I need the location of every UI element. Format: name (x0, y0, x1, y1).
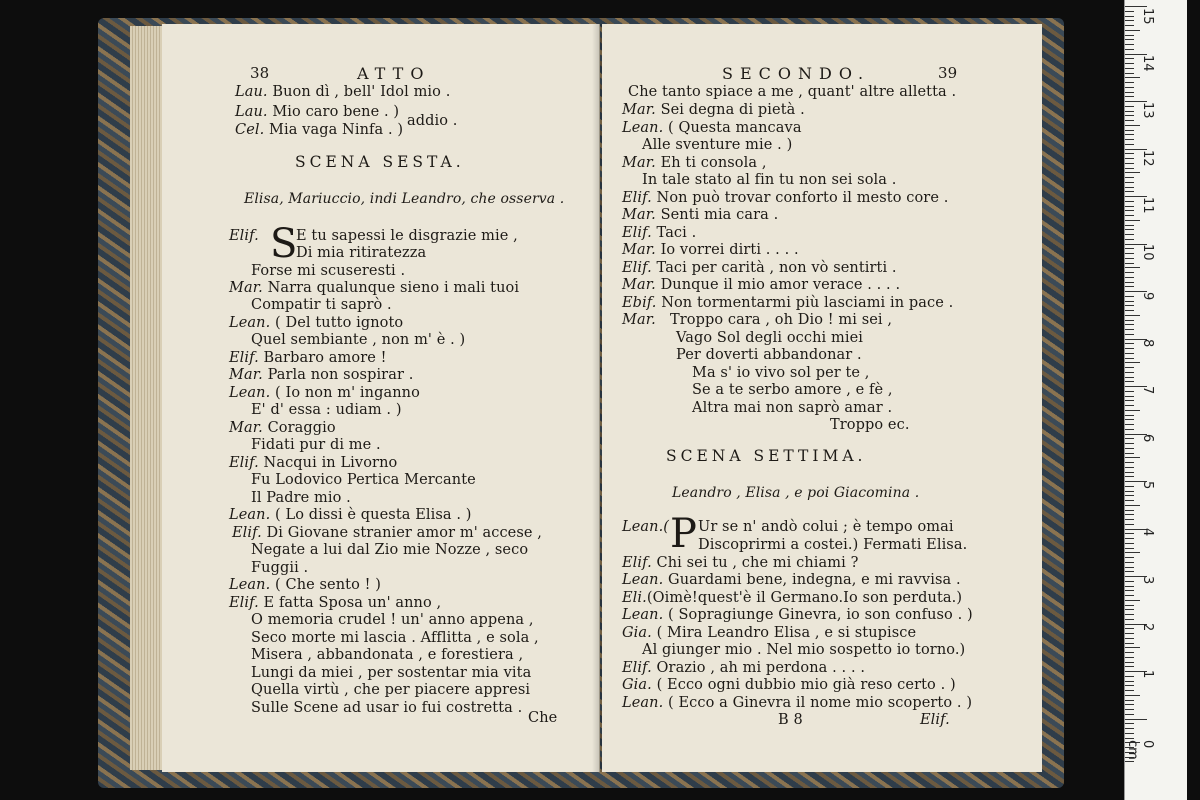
ruler-tick (1125, 557, 1134, 558)
line: Elif. Chi sei tu , che mi chiami ? (622, 555, 859, 571)
ruler-tick (1125, 206, 1134, 207)
line: Lean. ( Sopragiunge Ginevra, io son confuso . ) (622, 607, 973, 623)
ruler-tick (1125, 410, 1140, 411)
line: Al giunger mio . Nel mio sospetto io torno.) (642, 642, 966, 658)
page-number: 38 (250, 64, 270, 82)
line: Elif. E fatta Sposa un' anno , (229, 595, 442, 611)
ruler-tick (1125, 400, 1134, 401)
ruler-tick (1125, 286, 1134, 287)
ruler-tick (1125, 6, 1147, 7)
ruler-tick (1125, 571, 1134, 572)
ruler-tick (1125, 505, 1140, 506)
ruler-tick (1125, 111, 1134, 112)
line: Lean.( (622, 519, 670, 535)
ruler-tick (1125, 310, 1134, 311)
line: Se a te serbo amore , e fè , (692, 382, 893, 398)
ruler-tick (1125, 229, 1134, 230)
ruler-tick (1125, 738, 1134, 739)
ruler-tick (1125, 44, 1134, 45)
ruler-number: 11 (1140, 197, 1155, 214)
ruler-tick (1125, 719, 1147, 720)
ruler-tick (1125, 491, 1134, 492)
ruler-tick (1125, 58, 1134, 59)
ruler-tick (1125, 704, 1134, 705)
ruler-tick (1125, 538, 1134, 539)
drop-cap: P (670, 511, 697, 557)
ruler-tick (1125, 709, 1134, 710)
line: Per doverti abbandonar . (676, 347, 862, 363)
line: Lean. ( Io non m' inganno (229, 385, 420, 401)
ruler-tick (1125, 272, 1134, 273)
line: Alle sventure mie . ) (642, 137, 793, 153)
ruler-tick (1125, 87, 1134, 88)
ruler-tick (1125, 315, 1140, 316)
ruler-tick (1125, 11, 1134, 12)
ruler-tick (1125, 676, 1134, 677)
line: Lean. ( Ecco a Ginevra il nome mio scoperto . ) (622, 695, 973, 711)
ruler-tick (1125, 25, 1134, 26)
line: Ur se n' andò colui ; è tempo omai (698, 519, 954, 535)
ruler-tick (1125, 476, 1134, 477)
line: Fuggii . (251, 560, 309, 576)
ruler-tick (1125, 467, 1134, 468)
ruler-tick (1125, 106, 1134, 107)
catchword: Che (528, 710, 558, 726)
ruler-number: 5 (1140, 481, 1155, 490)
ruler-number: 7 (1140, 386, 1155, 395)
ruler-tick (1125, 253, 1134, 254)
line: O memoria crudel ! un' anno appena , (251, 612, 534, 628)
line: Lau. Buon dì , bell' Idol mio . (235, 84, 451, 100)
ruler-tick (1125, 510, 1134, 511)
ruler-tick (1125, 472, 1134, 473)
catchword: Elif. (920, 712, 950, 728)
line: Mar. Sei degna di pietà . (622, 102, 805, 118)
line: Il Padre mio . (251, 490, 351, 506)
running-head: ATTO (357, 64, 431, 83)
ruler-tick (1125, 700, 1134, 701)
ruler-tick (1125, 733, 1134, 734)
ruler-tick (1125, 396, 1134, 397)
ruler-tick (1125, 210, 1134, 211)
line: Elif. (229, 228, 259, 244)
ruler-tick (1125, 305, 1134, 306)
line: Ma s' io vivo sol per te , (692, 365, 870, 381)
left-page (162, 24, 600, 772)
page-number: 39 (938, 64, 958, 82)
ruler-number: 8 (1140, 339, 1155, 348)
ruler-tick (1125, 567, 1134, 568)
ruler-tick (1125, 139, 1134, 140)
ruler-tick (1125, 120, 1134, 121)
ruler-tick (1125, 358, 1134, 359)
line: Elif. Taci per carità , non vò sentirti . (622, 260, 897, 276)
line: Mar. Coraggio (229, 420, 336, 436)
ruler-tick (1125, 68, 1134, 69)
line: Quella virtù , che per piacere appresi (251, 682, 531, 698)
ruler-tick (1125, 296, 1134, 297)
ruler-number: 13 (1140, 102, 1155, 119)
ruler-tick (1125, 324, 1134, 325)
ruler-tick (1125, 234, 1134, 235)
line: addio . (407, 113, 458, 129)
line: Gia. ( Mira Leandro Elisa , e si stupisce (622, 625, 917, 641)
ruler-tick (1125, 486, 1134, 487)
line: Mar. Parla non sospirar . (229, 367, 414, 383)
ruler-tick (1125, 647, 1140, 648)
ruler-tick (1125, 362, 1140, 363)
line: Lean. ( Questa mancava (622, 120, 802, 136)
ruler-tick (1125, 548, 1134, 549)
ruler-tick (1125, 666, 1134, 667)
line: Mar. Narra qualunque sieno i mali tuoi (229, 280, 520, 296)
ruler-tick (1125, 443, 1134, 444)
ruler-tick (1125, 438, 1134, 439)
signature-mark: B 8 (778, 712, 803, 728)
ruler-tick (1125, 514, 1134, 515)
ruler-tick (1125, 690, 1134, 691)
ruler-tick (1125, 415, 1134, 416)
ruler-number: 6 (1140, 434, 1155, 443)
ruler-tick (1125, 263, 1134, 264)
line: Lean. ( Che sento ! ) (229, 577, 382, 593)
ruler-tick (1125, 248, 1134, 249)
ruler-tick (1125, 381, 1134, 382)
line: Mar. Troppo cara , oh Dio ! mi sei , (622, 312, 893, 328)
ruler-tick (1125, 457, 1140, 458)
ruler-tick (1125, 168, 1134, 169)
ruler-tick (1125, 115, 1134, 116)
ruler-number: 15 (1140, 8, 1155, 25)
ruler-tick (1125, 182, 1134, 183)
ruler-tick (1125, 334, 1134, 335)
line: Elif. Taci . (622, 225, 697, 241)
ruler-tick (1125, 419, 1134, 420)
ruler-tick (1125, 82, 1134, 83)
ruler-tick (1125, 372, 1134, 373)
drop-cap: S (270, 221, 298, 267)
ruler-tick (1125, 177, 1134, 178)
ruler-tick (1125, 524, 1134, 525)
scene-characters: Leandro , Elisa , e poi Giacomina . (672, 485, 920, 501)
ruler-tick (1125, 239, 1134, 240)
line: Elif. Nacqui in Livorno (229, 455, 398, 471)
ruler-tick (1125, 163, 1134, 164)
ruler-tick (1125, 728, 1134, 729)
ruler-tick (1125, 619, 1134, 620)
ruler-tick (1125, 590, 1134, 591)
ruler-tick (1125, 605, 1134, 606)
ruler-tick (1125, 633, 1134, 634)
line: Lau. Mio caro bene . ) (235, 104, 400, 120)
line: Mar. Dunque il mio amor verace . . . . (622, 277, 901, 293)
line: Eli.(Oimè!quest'è il Germano.Io son perduta.) (622, 590, 963, 606)
ruler-tick (1125, 685, 1134, 686)
ruler-tick (1125, 609, 1134, 610)
ruler-tick (1125, 320, 1134, 321)
line: Altra mai non saprò amar . (692, 400, 893, 416)
ruler-tick (1125, 348, 1134, 349)
ruler-tick (1125, 73, 1134, 74)
ruler-tick (1125, 391, 1134, 392)
ruler-tick (1125, 453, 1134, 454)
ruler-tick (1125, 405, 1134, 406)
ruler-tick (1125, 586, 1134, 587)
ruler-tick (1125, 500, 1134, 501)
page-edges (130, 26, 164, 770)
ruler-tick (1125, 96, 1134, 97)
scene-characters: Elisa, Mariuccio, indi Leandro, che osserva . (244, 191, 565, 207)
ruler-tick (1125, 153, 1134, 154)
line: E tu sapessi le disgrazie mie , (296, 228, 518, 244)
ruler-tick (1125, 657, 1134, 658)
ruler-tick (1125, 191, 1134, 192)
ruler-number: 14 (1140, 55, 1155, 72)
ruler-tick (1125, 30, 1140, 31)
measuring-ruler (1124, 0, 1187, 800)
ruler-tick (1125, 429, 1134, 430)
ruler-tick (1125, 172, 1140, 173)
ruler-tick (1125, 562, 1134, 563)
ruler-tick (1125, 714, 1134, 715)
ruler-number: 9 (1140, 292, 1155, 301)
ruler-tick (1125, 329, 1134, 330)
ruler-number: 4 (1140, 528, 1155, 537)
line: Mar. Io vorrei dirti . . . . (622, 242, 799, 258)
line: Compatir ti saprò . (251, 297, 392, 313)
line: Elif. Di Giovane stranier amor m' accese , (232, 525, 542, 541)
line: Che tanto spiace a me , quant' altre alletta . (628, 84, 957, 100)
ruler-tick (1125, 125, 1140, 126)
ruler-tick (1125, 652, 1134, 653)
ruler-tick (1125, 63, 1134, 64)
ruler-tick (1125, 282, 1134, 283)
ruler-tick (1125, 39, 1134, 40)
line: Lean. ( Lo dissi è questa Elisa . ) (229, 507, 472, 523)
line: Misera , abbandonata , e forestiera , (251, 647, 524, 663)
ruler-tick (1125, 614, 1134, 615)
ruler-tick (1125, 134, 1134, 135)
ruler-tick (1125, 581, 1134, 582)
scene-heading: SCENA SESTA. (295, 153, 465, 171)
ruler-tick (1125, 723, 1134, 724)
ruler-tick (1125, 353, 1134, 354)
ruler-tick (1125, 543, 1134, 544)
ruler-tick (1125, 35, 1134, 36)
ruler-tick (1125, 201, 1134, 202)
ruler-tick (1125, 277, 1134, 278)
line: Di mia ritiratezza (296, 245, 427, 261)
ruler-tick (1125, 49, 1134, 50)
line: Mar. Senti mia cara . (622, 207, 779, 223)
ruler-tick (1125, 187, 1134, 188)
ruler-tick (1125, 367, 1134, 368)
ruler-tick (1125, 77, 1140, 78)
line: Forse mi scuseresti . (251, 263, 406, 279)
ruler-tick (1125, 552, 1140, 553)
ruler-tick (1125, 695, 1140, 696)
ruler-number: 10 (1140, 244, 1155, 261)
line: Elif. Orazio , ah mi perdona . . . . (622, 660, 866, 676)
ruler-number: 0 cm (1125, 740, 1155, 760)
ruler-tick (1125, 519, 1134, 520)
ruler-tick (1125, 377, 1134, 378)
ruler-tick (1125, 16, 1134, 17)
ruler-tick (1125, 301, 1134, 302)
line: Gia. ( Ecco ogni dubbio mio già reso certo . ) (622, 677, 956, 693)
line: Cel. Mia vaga Ninfa . ) (235, 122, 404, 138)
ruler-tick (1125, 158, 1134, 159)
ruler-tick (1125, 533, 1134, 534)
ruler-tick (1125, 448, 1134, 449)
line: Troppo ec. (830, 417, 910, 433)
line: Seco morte mi lascia . Afflitta , e sola , (251, 630, 539, 646)
line: Ebif. Non tormentarmi più lasciami in pace . (622, 295, 954, 311)
ruler-number: 12 (1140, 150, 1155, 167)
ruler-tick (1125, 681, 1134, 682)
ruler-tick (1125, 462, 1134, 463)
ruler-number: 1 (1140, 670, 1155, 679)
ruler-number: 2 (1140, 623, 1155, 632)
ruler-tick (1125, 258, 1134, 259)
line: Lean. Guardami bene, indegna, e mi ravvisa . (622, 572, 961, 588)
running-head: SECONDO. (722, 64, 871, 83)
line: Sulle Scene ad usar io fui costretta . (251, 700, 523, 716)
ruler-tick (1125, 130, 1134, 131)
ruler-tick (1125, 343, 1134, 344)
ruler-tick (1125, 662, 1134, 663)
line: Fu Lodovico Pertica Mercante (251, 472, 476, 488)
ruler-number: 3 (1140, 576, 1155, 585)
ruler-tick (1125, 600, 1140, 601)
ruler-tick (1125, 628, 1134, 629)
line: Elif. Non può trovar conforto il mesto core . (622, 190, 949, 206)
ruler-tick (1125, 20, 1134, 21)
ruler-tick (1125, 638, 1134, 639)
line: E' d' essa : udiam . ) (251, 402, 402, 418)
ruler-tick (1125, 220, 1140, 221)
line: In tale stato al fin tu non sei sola . (642, 172, 897, 188)
scene-heading: SCENA SETTIMA. (666, 447, 867, 465)
line: Lean. ( Del tutto ignoto (229, 315, 404, 331)
ruler-tick (1125, 595, 1134, 596)
line: Elif. Barbaro amore ! (229, 350, 387, 366)
ruler-tick (1125, 215, 1134, 216)
ruler-tick (1125, 424, 1134, 425)
ruler-tick (1125, 92, 1134, 93)
line: Vago Sol degli occhi miei (676, 330, 864, 346)
line: Quel sembiante , non m' è . ) (251, 332, 466, 348)
line: Lungi da miei , per sostentar mia vita (251, 665, 532, 681)
line: Fidati pur di me . (251, 437, 381, 453)
line: Negate a lui dal Zio mie Nozze , seco (251, 542, 529, 558)
ruler-tick (1125, 267, 1140, 268)
line: Mar. Eh ti consola , (622, 155, 767, 171)
ruler-tick (1125, 144, 1134, 145)
ruler-tick (1125, 495, 1134, 496)
line: Discoprirmi a costei.) Fermati Elisa. (698, 537, 968, 553)
right-page (602, 24, 1042, 772)
ruler-tick (1125, 643, 1134, 644)
ruler-tick (1125, 225, 1134, 226)
